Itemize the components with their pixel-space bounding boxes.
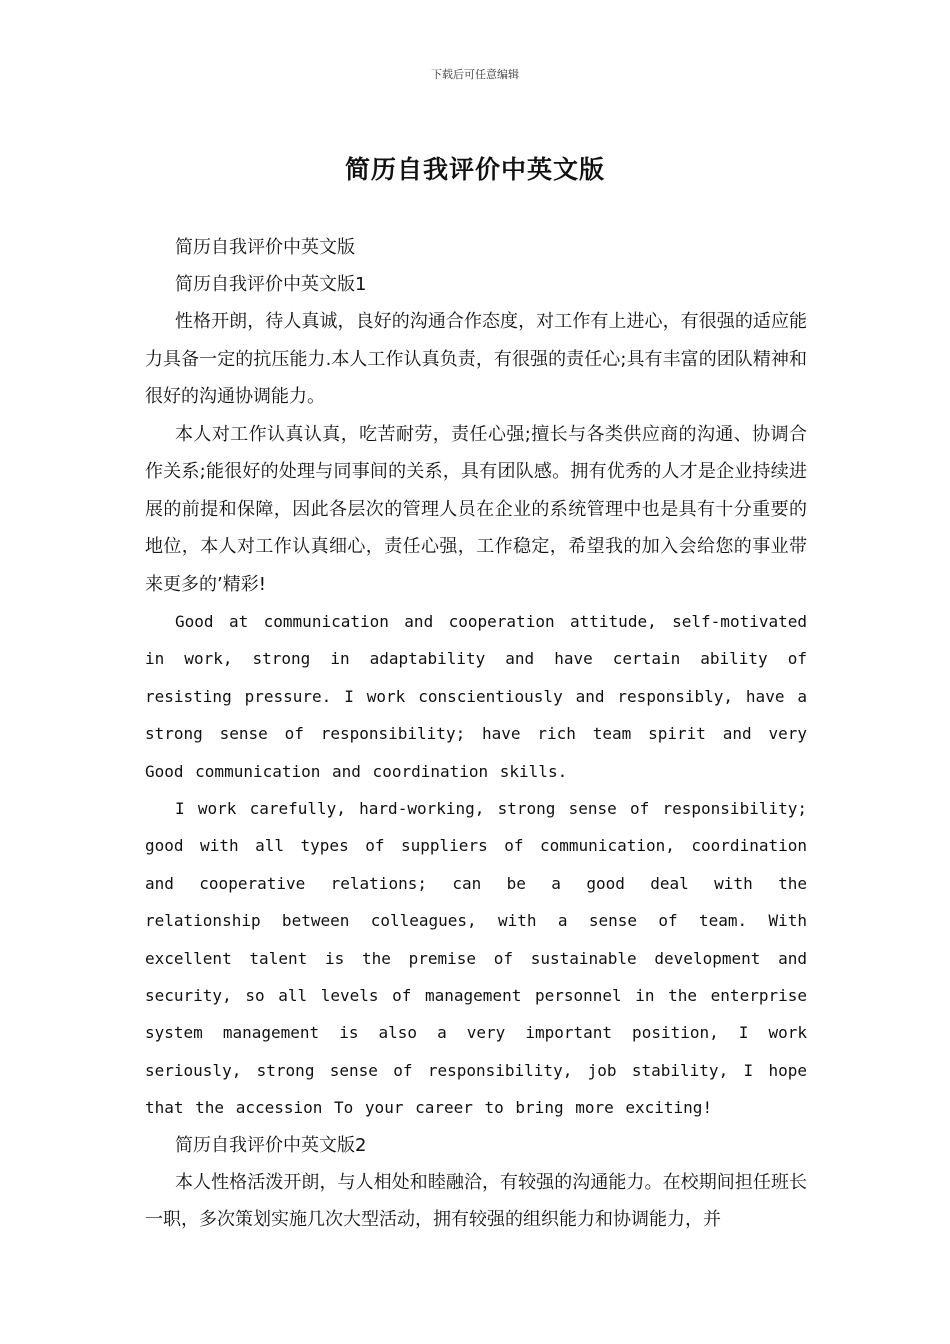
section-1-paragraph-2: 本人对工作认真认真，吃苦耐劳，责任心强;擅长与各类供应商的沟通、协调合作关系;能很好的处理与同事间的关系，具有团队感。拥有优秀的人才是企业持续进展的前提和保障，因此各层次的管理人员在企业的系统管理中也是具有十分重要的地位，本人对工作认真细心，责任心强，工作稳定，希望我的加入会给您的事业带来更多的’精彩! bbox=[145, 423, 807, 595]
section-2-paragraph-1: 本人性格活泼开朗，与人相处和睦融洽，有较强的沟通能力。在校期间担任班长一职，多次策划实施几次大型活动，拥有较强的组织能力和协调能力，并 bbox=[145, 1171, 807, 1231]
document-body bbox=[145, 229, 807, 1239]
section-1-english-paragraph-2: I work carefully, hard-working, strong sense of responsibility; good with all types of suppliers of communication, coordination and cooperative relations; can be a good deal with the relationship between colleagues, with a sense of team. With excellent talent is the premise of sustainable development and security, so all levels of management personnel in the enterprise system management is also a very important position, I work seriously, strong sense of responsibility, job stability, I hope that the accession To your career to bring more exciting! bbox=[145, 799, 807, 1118]
document-title: 简历自我评价中英文版 bbox=[344, 155, 605, 184]
document-subtitle: 简历自我评价中英文版 bbox=[175, 237, 355, 258]
section-2-heading: 简历自我评价中英文版2 bbox=[175, 1134, 367, 1156]
section-1-english-paragraph-1: Good at communication and cooperation attitude, self-motivated in work, strong in adaptability and have certain ability of resisting pressure. I work conscientiously and responsibly, have a strong sense of responsibility; have rich team spirit and very Good communication and coordination skills. bbox=[145, 612, 807, 781]
section-1-heading: 简历自我评价中英文版1 bbox=[175, 274, 367, 295]
section-1-paragraph-1: 性格开朗，待人真诚，良好的沟通合作态度，对工作有上进心，有很强的适应能力具备一定的抗压能力.本人工作认真负责，有很强的责任心;具有丰富的团队精神和很好的沟通协调能力。 bbox=[145, 311, 807, 407]
page-header-note: 下载后可任意编辑 bbox=[431, 68, 519, 81]
